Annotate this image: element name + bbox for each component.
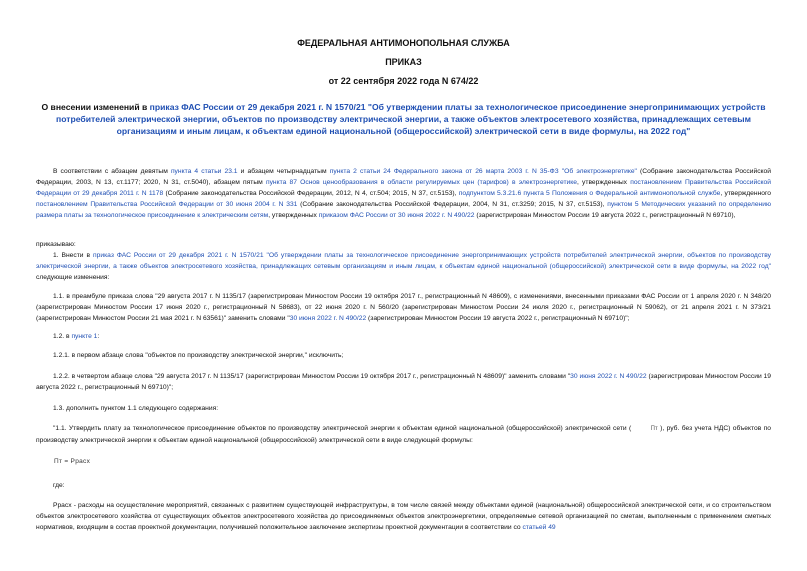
doc-type: ПРИКАЗ	[385, 57, 422, 67]
fas-order-490-link[interactable]: 30 июня 2022 г. N 490/22	[570, 373, 647, 380]
item-1-2-2	[36, 371, 771, 393]
preamble-text: , утвержденных	[576, 179, 627, 186]
item-text: 1.2.2. в четвертом абзаце слова "29 августа 2017 г. N 1135/17 (зарегистрирован Минюстом России 19 октября 2017 г., регистрационный N 48609)" заменить словами "	[53, 373, 571, 380]
prikazyvayu: приказываю:	[36, 241, 76, 248]
law-electroenergetics-link[interactable]: пункта 2 статьи 24 Федерального закона от 26 марта 2003 г. N 35-ФЗ "Об электроэнергетике"	[329, 168, 637, 175]
article-49-link[interactable]: статьей 49	[522, 524, 556, 531]
item-text: (зарегистрирован Минюстом России 19 августа 2022 г., регистрационный N 69710)";	[36, 373, 771, 391]
item-1-1	[36, 291, 771, 324]
item-text: 1.1. в преамбуле приказа слова "29 августа 2017 г. N 1135/17 (зарегистрирован Минюстом России 19 октября 2017 г., регистрационный N 48609), с изменениями, внесенными приказами ФАС России от 1 апреля 2020 г. N 348/20 (зарегистрирован Минюстом России 17 июня 2020 г., регистрационный N 58683), от 22 июня 2020 г. N 560/20 (зарегистрирован Минюстом России 24 июля 2020 г., регистрационный N 59062), от 21 апреля 2021 г. N 373/21 (зарегистрирован Минюстом России 21 мая 2021 г. N 63561)" заменить словами "	[36, 293, 771, 322]
fee-formula: Пт = Ррасх	[54, 458, 91, 465]
methodical-guidelines-link[interactable]: пунктом 5 Методических указаний по определению размера платы за технологическое присоединение к электрическим сетям	[36, 201, 771, 219]
preamble-paragraph	[36, 166, 771, 221]
item-text: ), руб. без учета НДС) объектов по производству электрической энергии к объектам единой национальной (общероссийской) электрической сети в виде следующей формулы:	[36, 425, 772, 444]
preamble-text: (Собрание законодательства Российской Федерации, 2004, N 31, ст.3259; 2015, N 37, ст.5153),	[300, 201, 605, 208]
preamble-text: (зарегистрирован Минюстом России 19 августа 2022 г., регистрационный N 69710),	[476, 212, 736, 219]
doc-title	[36, 101, 771, 137]
item-text: 1.2. в	[53, 333, 70, 340]
item-text: (зарегистрирован Минюстом России 19 августа 2022 г., регистрационный N 69710)";	[368, 315, 630, 322]
item-text: "1.1. Утвердить плату за технологическое присоединение объектов по производству электрической энергии к объектам единой национальной (общероссийской) электрической сети (	[53, 425, 632, 432]
item-text: :	[97, 333, 100, 340]
title-order-link[interactable]: приказ ФАС России от 29 декабря 2021 г. N 1570/21 "Об утверждении платы за технологическое присоединение энергопринимающих устройств потребителей электрической энергии, объектов по производству электрической энергии, а также объектов электросетевого хозяйства, принадлежащих сетевым организациям и иным лицам, к объектам единой национальной (общероссийской) электрической сети в виде формулы, на 2022 год"	[56, 102, 766, 136]
law-article-link[interactable]: пункта 4 статьи 23.1	[170, 168, 238, 175]
pricing-basics-link[interactable]: пункта 87 Основ ценообразования в области регулируемых цен (тарифов) в электроэнергетике	[265, 179, 577, 186]
preamble-text: (Собрание законодательства Российской Федерации, 2003, N 13, ст.1177; 2020, N 31, ст.5040), абзацем пятым	[36, 168, 772, 186]
government-decree-1178-link[interactable]: постановлением Правительства Российской Федерации от 29 декабря 2011 г. N 1178	[36, 179, 772, 197]
preamble-text: и абзацем четырнадцатым	[240, 168, 327, 175]
fas-order-490-link[interactable]: приказом ФАС России от 30 июня 2022 г. N 490/22	[318, 212, 475, 219]
item-1-3: 1.3. дополнить пунктом 1.1 следующего содержания:	[53, 405, 219, 412]
preamble-text: , утвержденного	[720, 190, 772, 197]
government-decree-331-link[interactable]: постановлением Правительства Российской Федерации от 30 июня 2004 г. N 331	[36, 201, 298, 208]
item-1	[36, 250, 771, 283]
fas-order-490-link[interactable]: 30 июня 2022 г. N 490/22	[289, 315, 367, 322]
item-1-2-1: 1.2.1. в первом абзаце слова "объектов по производству электрической энергии," исключить;	[53, 352, 344, 359]
preamble-text: , утвержденных	[268, 212, 317, 219]
item-1-2	[36, 331, 771, 342]
item-text: Ррасх - расходы на осуществление мероприятий, связанных с развитием существующей инфраструктуры, в том числе связей между объектами единой (национальной) общероссийской электрической сети, и со строительством объектов электросетевого хозяйства от существующих объектов электросетевого хозяйства до присоединяемых объектов электроэнергетики, определяемые сетевой организацией по сметам, выполненным с применением сметных нормативов, входящим в состав проектной документации, получившей положительное заключение экспертизы проектной документации в соответствии со	[36, 502, 771, 531]
preamble-text: (Собрание законодательства Российской Федерации, 2012, N 4, ст.504; 2015, N 37, ст.5153),	[165, 190, 457, 197]
expenses-definition	[36, 500, 771, 533]
title-prefix: О внесении изменений в	[41, 102, 148, 112]
preamble-text: В соответствии с абзацем девятым	[53, 168, 168, 175]
fee-symbol: Пт	[650, 426, 658, 432]
fas-regulation-link[interactable]: подпунктом 5.3.21.6 пункта 5 Положения о Федеральной антимонопольной службе	[458, 190, 721, 197]
fas-order-1570-link[interactable]: приказ ФАС России от 29 декабря 2021 г. N 1570/21 "Об утверждении платы за технологическое присоединение энергопринимающих устройств потребителей электрической энергии, объектов по производству электрической энергии, а также объектов электросетевого хозяйства, принадлежащих сетевым организациям и иным лицам, к объектам единой национальной (общероссийской) электрической сети в виде формулы, на 2022 год"	[36, 252, 771, 270]
item-1-1-new	[36, 423, 771, 446]
where-label: где:	[53, 482, 65, 489]
item-text: следующие изменения:	[36, 274, 110, 281]
point-1-link[interactable]: пункте 1	[71, 333, 98, 340]
item-text: 1. Внести в	[53, 252, 91, 259]
agency-name: ФЕДЕРАЛЬНАЯ АНТИМОНОПОЛЬНАЯ СЛУЖБА	[297, 38, 510, 48]
doc-date: от 22 сентября 2022 года N 674/22	[328, 76, 479, 86]
